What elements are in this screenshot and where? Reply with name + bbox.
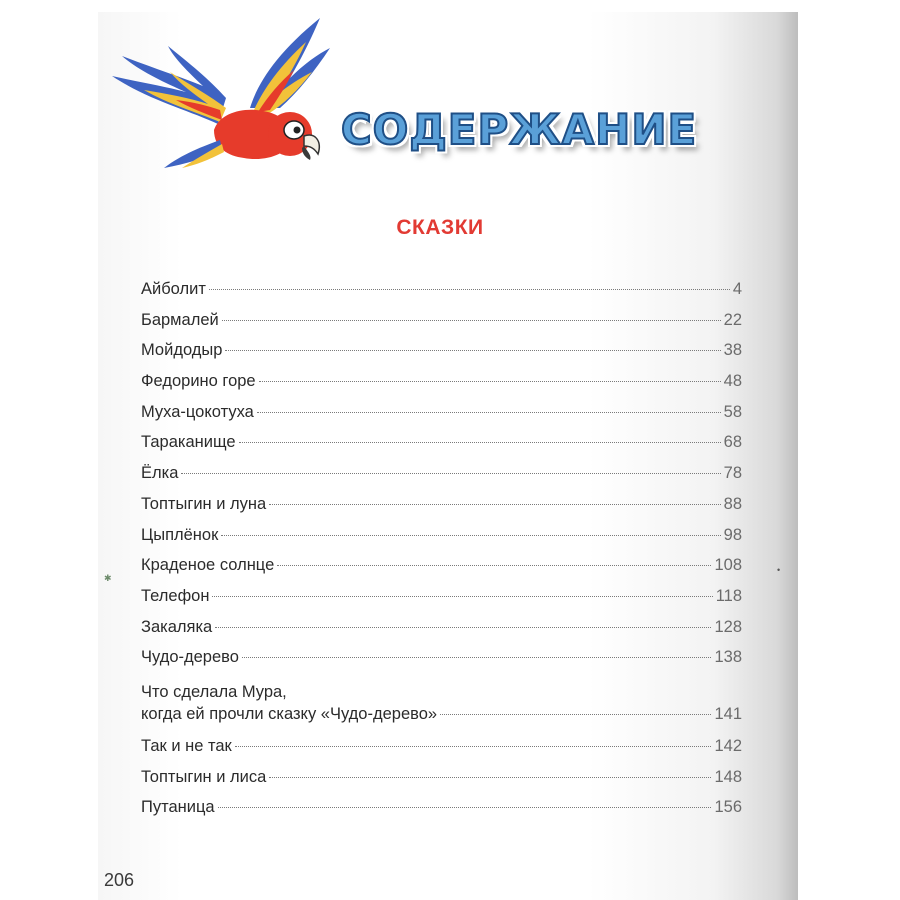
toc-entry-page: 78: [723, 464, 742, 483]
print-speck: ✱: [104, 573, 112, 583]
dot-leader: [440, 714, 711, 715]
dot-leader: [242, 657, 712, 658]
dot-leader: [225, 350, 720, 351]
toc-entry-title: Закаляка: [141, 617, 213, 636]
table-of-contents: [141, 280, 742, 829]
toc-entry-title: Федорино горе: [141, 372, 256, 391]
toc-entry-title: Краденое солнце: [141, 556, 275, 575]
toc-entry[interactable]: [141, 679, 742, 737]
toc-entry-page: 156: [714, 798, 742, 817]
section-title: СКАЗКИ: [396, 216, 484, 239]
dot-leader: [277, 565, 711, 566]
dot-leader: [209, 289, 730, 290]
toc-entry-title: Топтыгин и луна: [141, 494, 267, 513]
toc-entry-page: 68: [723, 433, 742, 452]
toc-entry[interactable]: [141, 618, 742, 649]
dot-leader: [235, 746, 712, 747]
toc-entry-title: Ёлка: [141, 464, 179, 483]
dot-leader: [269, 504, 720, 505]
toc-entry[interactable]: [141, 341, 742, 372]
toc-entry-page: 148: [714, 767, 742, 786]
toc-entry-title: Путаница: [141, 798, 215, 817]
toc-entry-title: Муха-цокотуха: [141, 402, 254, 421]
toc-entry[interactable]: [141, 798, 742, 829]
toc-entry-title: Бармалей: [141, 310, 219, 329]
print-speck: •: [777, 565, 781, 575]
dot-leader: [215, 627, 711, 628]
dot-leader: [257, 412, 721, 413]
toc-entry[interactable]: [141, 587, 742, 618]
dot-leader: [269, 777, 711, 778]
toc-entry-title: Чудо-дерево: [141, 648, 239, 667]
dot-leader: [212, 596, 712, 597]
toc-entry-page: 48: [723, 372, 742, 391]
toc-entry-page: 138: [714, 648, 742, 667]
toc-entry[interactable]: [141, 495, 742, 526]
contents-heading-text: СОДЕРЖАНИЕ: [340, 104, 698, 154]
toc-entry-title: Цыплёнок: [141, 525, 219, 544]
toc-entry[interactable]: [141, 403, 742, 434]
toc-entry[interactable]: [141, 556, 742, 587]
contents-heading: [340, 100, 698, 158]
toc-entry-title: Телефон: [141, 586, 210, 605]
toc-entry[interactable]: [141, 737, 742, 768]
toc-entry[interactable]: [141, 280, 742, 311]
dot-leader: [222, 320, 721, 321]
toc-entry-page: 142: [714, 736, 742, 755]
dot-leader: [221, 535, 720, 536]
toc-entry-title: Что сделала Мура,: [141, 682, 287, 701]
toc-entry-page: 141: [714, 704, 742, 723]
toc-entry[interactable]: [141, 526, 742, 557]
toc-entry-page: 22: [723, 310, 742, 329]
toc-entry[interactable]: [141, 768, 742, 799]
toc-entry[interactable]: [141, 311, 742, 342]
toc-entry-page: 118: [715, 586, 742, 605]
toc-entry-title-line2: когда ей прочли сказку «Чудо-дерево»: [141, 704, 438, 723]
toc-entry-page: 128: [714, 617, 742, 636]
toc-entry[interactable]: [141, 648, 742, 679]
dot-leader: [181, 473, 720, 474]
dot-leader: [239, 442, 721, 443]
dot-leader: [218, 807, 712, 808]
toc-entry[interactable]: [141, 464, 742, 495]
toc-entry-page: 58: [723, 402, 742, 421]
toc-entry-page: 4: [732, 280, 742, 298]
toc-entry-title: Топтыгин и лиса: [141, 767, 267, 786]
toc-entry-page: 88: [723, 494, 742, 513]
toc-entry-page: 38: [723, 341, 742, 360]
dot-leader: [259, 381, 721, 382]
toc-entry-title: Тараканище: [141, 433, 236, 452]
parrot-illustration-icon: [108, 12, 333, 172]
toc-entry-page: 108: [714, 556, 742, 575]
toc-entry-title: Мойдодыр: [141, 341, 223, 360]
toc-entry-page: 98: [723, 525, 742, 544]
toc-entry[interactable]: [141, 372, 742, 403]
toc-entry-title: Так и не так: [141, 736, 232, 755]
toc-entry-title: Айболит: [141, 280, 206, 298]
toc-entry[interactable]: [141, 433, 742, 464]
page-number: 206: [104, 870, 135, 890]
